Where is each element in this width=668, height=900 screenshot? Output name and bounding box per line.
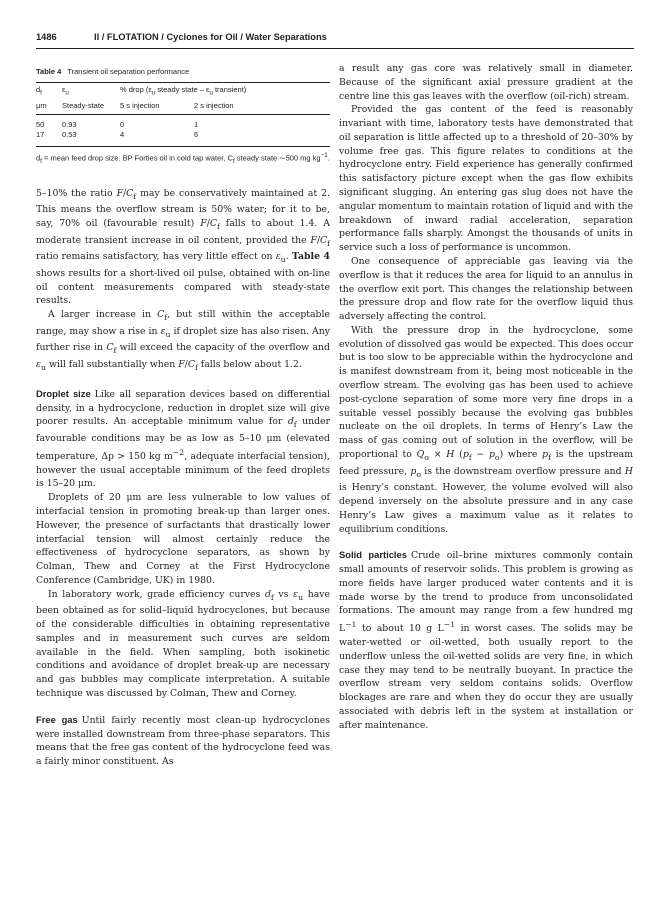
table-label: Table 4 [36,67,62,76]
table-cell: 0.53 [62,129,77,139]
table-cell: 1 [194,119,199,129]
table-header-row [36,99,330,111]
table-header-row [36,83,330,99]
col-header-d: $d_f$ [36,85,42,97]
table-body [36,83,330,146]
right-column [339,62,633,733]
table-header-cell: 2 s injection [194,100,234,110]
paragraph: Solid particles Crude oil–brine mixtures commonly contain small amounts of reservoir solids. This problem is growing as more fields have larger produced water contents and it is made worse by the trend to produce from unconsolidated formations. The amount may range from a few hundred mg $L^{-1}$ to about 10 g $L^{-1}$ in worst cases. The solids may be water-wetted or oil-wetted, both usually report to the underflow unless the oil-wetted solids are very fine, in which case they may tend to be neutrally buoyant. In practice the overflow stream very seldom contains solids. Overflow blockages are rare and when they do occur they are usually associated with debris left in the system at installation or after maintenance. [339,549,633,731]
table-cell: 0.93 [62,119,77,129]
running-head: II / FLOTATION / Cyclones for Oil / Water Separations [94,32,327,42]
paragraph: Droplet size Like all separation devices based on differential density, in a hydrocyclone, reduction in droplet size will give poorer results. An acceptable minimum value for $d_f$ under favourable conditions may be as low as 5–10 μm (elevated temperature, Δp > 150 kg $m^{-2}$, adequate interfacial tension), however the usual acceptable minimum of the feed droplets is 15–20 μm. [36,387,331,490]
paragraph: In laboratory work, grade efficiency curves $d_f$ vs $\varepsilon_u$ have been obtained as for solid–liquid hydrocyclones, but because of the considerable difficulties in obtaining representative samples and in measurement such curves are seldom available in the field. When sampling, both isokinetic conditions and avoidance of droplet break-up are necessary and gas bubbles may complicate interpretation. A suitable technique was discussed by Colman, Thew and Corney. [36,588,331,699]
table-cell: 0 [120,119,125,129]
col-header-drop: % drop ($\varepsilon_u$ steady state – $\varepsilon_u$ transient) [120,85,247,97]
paragraph: Free gas Until fairly recently most clean-up hydrocyclones were installed downstream from three-phase separators. This means that the free gas content of the hydrocyclone feed was a fairly minor constituent. As [36,713,330,768]
table-header-cell: μm [36,100,47,110]
left-column [36,62,330,769]
running-header [36,27,634,49]
table-bottom-rule [36,146,330,147]
section-heading-droplet-size: Droplet size [36,387,91,399]
table-cell: 4 [120,129,125,139]
table-cell: 17 [36,129,45,139]
table-footnote: $d_f$ = mean feed drop size. BP Forties oil in cold tap water, $C_f$ steady state ∼500 mg $kg^{-1}$. [36,151,330,165]
section-heading-solid-particles: Solid particles [339,549,407,561]
table-title: Transient oil separation performance [67,67,190,76]
paragraph: Droplets of 20 μm are less vulnerable to low values of interfacial tension in promoting break-up than larger ones. However, the presence of surfactants that drastically lower interfacial tension will almost certainly reduce the effectiveness of hydrocyclone separators, as shown by Colman, Thew and Corney at the First Hydrocyclone Conference (Cambridge, UK) in 1980. [36,492,330,586]
paragraph: A larger increase in $C_f$, but still within the acceptable range, may show a rise in $\varepsilon_u$ if droplet size has also risen. Any further rise in $C_f$ will exceed the capacity of the overflow and $\varepsilon_u$ will fall substantially when $F/C_f$ falls below about 1.2. [36,309,330,372]
section-heading-free-gas: Free gas [36,713,78,725]
spacer [36,167,330,187]
table-row [36,115,330,130]
table-cell: 6 [194,129,199,139]
paragraph: a result any gas core was relatively small in diameter. Because of the significant axial pressure gradient at the centre line this gas leaves with the overflow (oil-rich) stream. [339,63,633,102]
table-4 [36,67,330,167]
page-number: 1486 [36,32,57,42]
table-row [36,130,330,146]
paragraph: One consequence of appreciable gas leaving via the overflow is that it reduces the area for liquid to an annulus in the overflow exit port. This changes the relationship between the pressure drop and flow rate for the overflow liquid thus adversely affecting the control. [339,255,633,323]
paragraph: With the pressure drop in the hydrocyclone, some evolution of dissolved gas would be expected. This does occur but is too slow to be appreciable within the hydrocyclone and is manifest downstream from it, being most noticeable in the overflow stream. The evolving gas has been used to achieve post-cyclone separation of some more very fine drops in a suitable vessel possibly because the evolving gas bubbles nucleate on the oil droplets. In terms of Henry’s Law the mass of gas coming out of solution in the overflow, will be proportional to $Q_o \times H$ $(p_f - p_o)$ where $p_f$ is the upstream feed pressure, $p_o$ is the downstream overflow pressure and H is Henry’s constant. However, the volume evolved will also depend inversely on the absolute pressure and in any case Henry’s Law gives a maximum value as it relates to equilibrium conditions. [339,324,634,535]
paragraph: Provided the gas content of the feed is reasonably invariant with time, laboratory tests have demonstrated that oil separation is little affected up to a threshold of 20–30% by volume free gas. This figure relates to conditions at the hydrocyclone entry. Field experience has generally confirmed this satisfactory picture except when the gas flow exhibits significant slugging. An entering gas slug does not have the angular momentum to maintain rotation of liquid and with the breakdown of inward radial acceleration, separation performance falls sharply. Amongst the thousands of units in service such a loss of performance is uncommon. [339,104,634,254]
table-cell: 50 [36,119,45,129]
table-caption [36,67,330,77]
table-reference: Table 4 [291,251,330,263]
table-header-cell: 5 s injection [120,100,160,110]
table-header-cell: Steady-state [62,100,105,110]
col-header-eps: $\varepsilon_u$ [62,85,69,97]
paragraph: 5–10% the ratio $F/C_f$ may be conservatively maintained at 2. This means the overflow stream is 50% water; for it to be, say, 70% oil (favourable result) $F/C_f$ falls to about 1.4. A moderate transient increase in oil content, provided the $F/C_f$ ratio remains satisfactory, has very little effect on $\varepsilon_u$. Table 4 shows results for a short-lived oil pulse, obtained with on-line oil content measurements compared with steady-state results. [36,187,330,307]
